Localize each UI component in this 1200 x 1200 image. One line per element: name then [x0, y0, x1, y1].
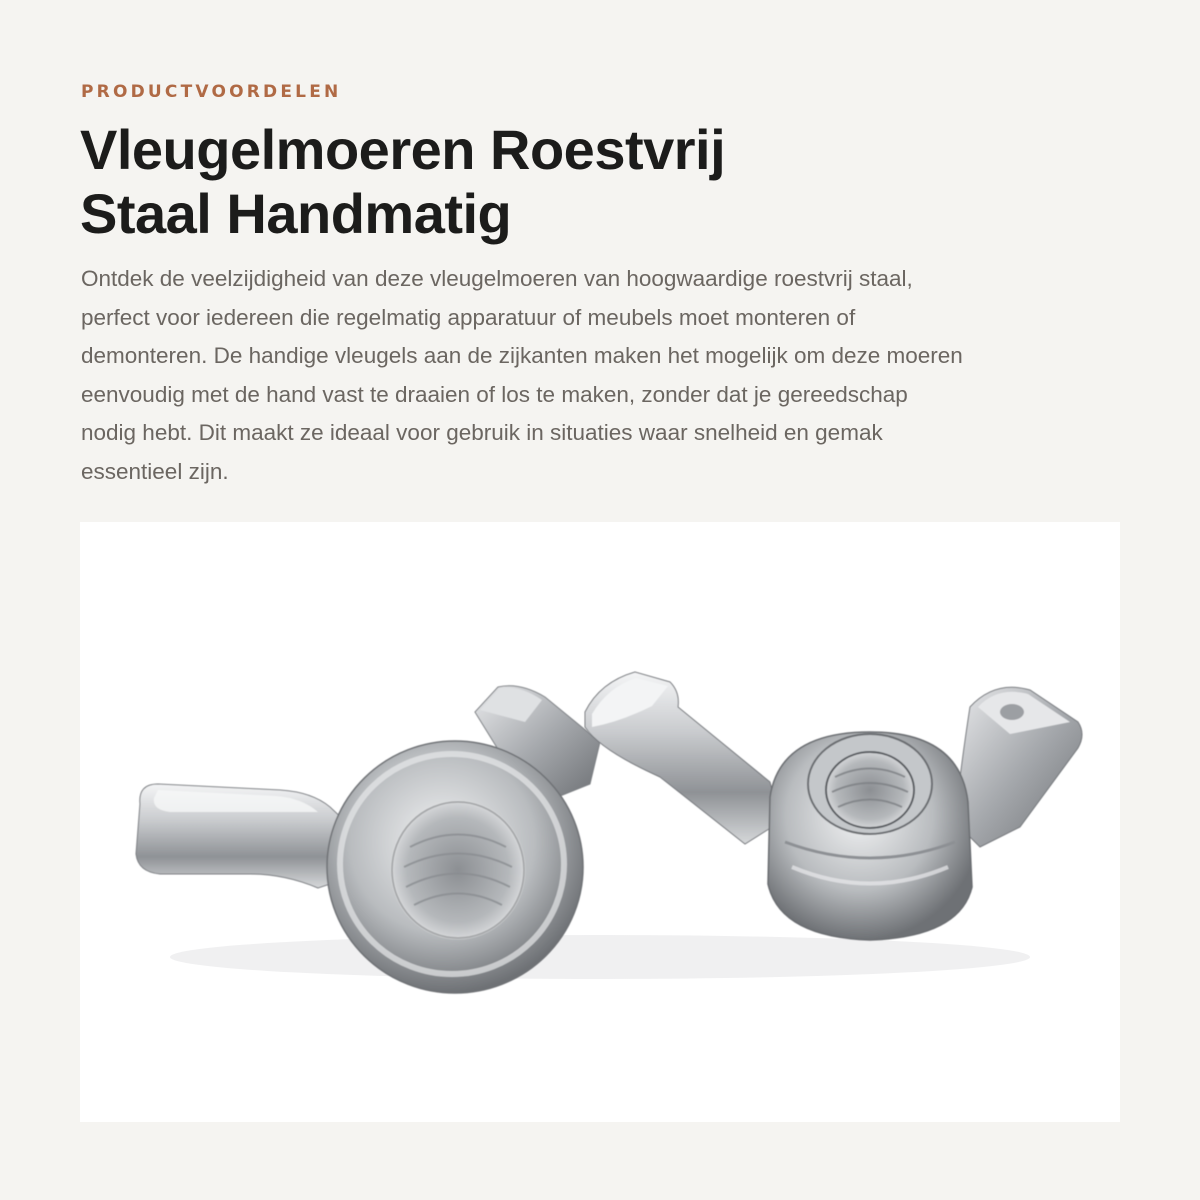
right-wing-nut: [585, 672, 1082, 940]
section-eyebrow: PRODUCTVOORDELEN: [81, 82, 342, 102]
description-line: perfect voor iedereen die regelmatig apparatuur of meubels moet monteren of: [81, 304, 856, 330]
title-line: Vleugelmoeren Roestvrij: [80, 118, 726, 181]
wing-nuts-illustration: [80, 522, 1120, 1122]
description-line: Ontdek de veelzijdigheid van deze vleugelmoeren van hoogwaardige roestvrij staal,: [81, 266, 913, 291]
page-title: [80, 118, 1120, 246]
title-line: Staal Handmatig: [80, 182, 512, 245]
product-photo: [80, 522, 1120, 1122]
description-line: essentieel zijn.: [81, 458, 229, 484]
product-description: [81, 260, 1121, 491]
description-line: demonteren. De handige vleugels aan de zijkanten maken het mogelijk om deze moeren: [81, 343, 963, 368]
description-line: eenvoudig met de hand vast te draaien of los te maken, zonder dat je gereedschap: [81, 381, 908, 407]
left-wing-nut: [136, 686, 600, 993]
description-line: nodig hebt. Dit maakt ze ideaal voor gebruik in situaties waar snelheid en gemak: [81, 420, 883, 445]
